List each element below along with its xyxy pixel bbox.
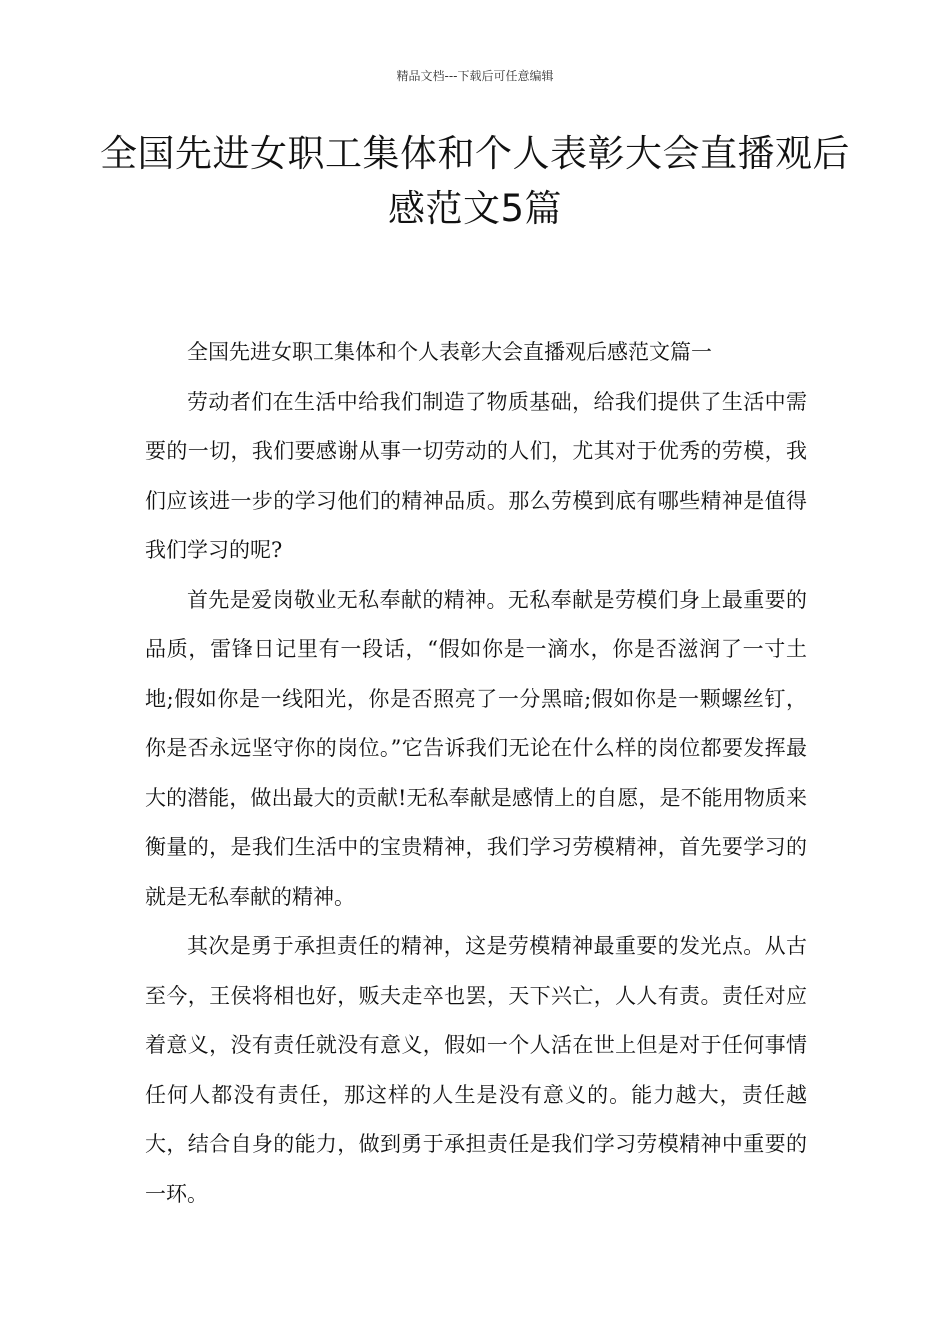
- header-note: 精品文档---下载后可任意编辑: [396, 69, 554, 83]
- body-paragraph: 劳动者们在生活中给我们制造了物质基础，给我们提供了生活中需要的一切，我们要感谢从事一切劳动的人们，尤其对于优秀的劳模，我们应该进一步的学习他们的精神品质。那么劳模到底有哪些精神是值得我们学习的呢?: [145, 389, 807, 562]
- body-paragraph: 其次是勇于承担责任的精神，这是劳模精神最重要的发光点。从古至今，王侯将相也好，贩夫走卒也罢，天下兴亡，人人有责。责任对应着意义，没有责任就没有意义，假如一个人活在世上但是对于任何事情任何人都没有责任，那这样的人生是没有意义的。能力越大，责任越大，结合自身的能力，做到勇于承担责任是我们学习劳模精神中重要的一环。: [145, 934, 807, 1206]
- section-heading: 全国先进女职工集体和个人表彰大会直播观后感范文篇一: [187, 340, 712, 364]
- body-paragraph: 首先是爱岗敬业无私奉献的精神。无私奉献是劳模们身上最重要的品质，雷锋日记里有一段话，“假如你是一滴水，你是否滋润了一寸土地;假如你是一线阳光，你是否照亮了一分黑暗;假如你是一颗螺丝钉，你是否永远坚守你的岗位。”它告诉我们无论在什么样的岗位都要发挥最大的潜能，做出最大的贡献!无私奉献是感情上的自愿，是不能用物质来衡量的，是我们生活中的宝贵精神，我们学习劳模精神，首先要学习的就是无私奉献的精神。: [145, 587, 807, 909]
- document-body: [145, 328, 807, 1219]
- document-title: 全国先进女职工集体和个人表彰大会直播观后感范文5篇: [100, 132, 850, 230]
